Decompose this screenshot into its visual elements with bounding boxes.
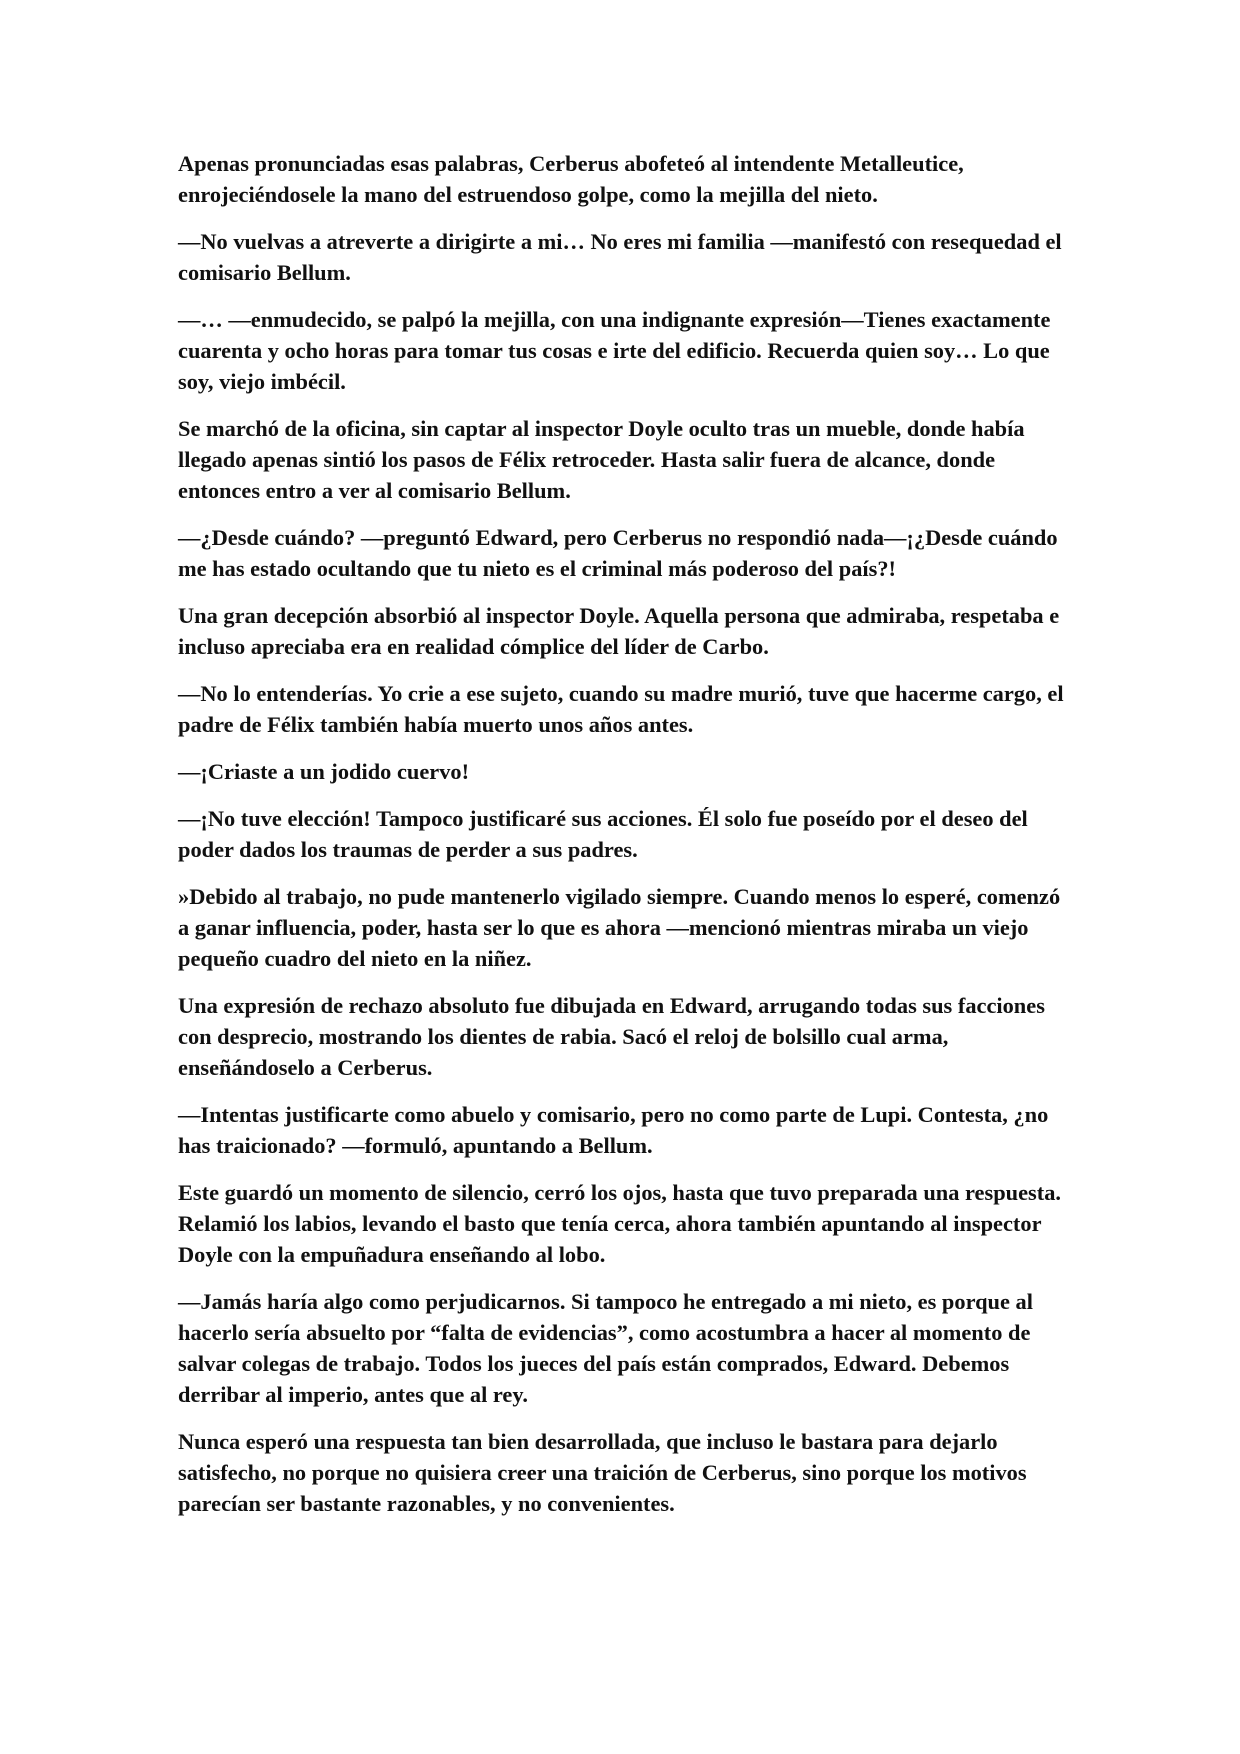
paragraph: Una expresión de rechazo absoluto fue dibujada en Edward, arrugando todas sus facciones con desprecio, mostrando los dientes de rabia. Sacó el reloj de bolsillo cual arma, enseñándoselo a Cerberus. — [178, 993, 1045, 1080]
paragraph: —Intentas justificarte como abuelo y comisario, pero no como parte de Lupi. Contesta, ¿no has traicionado? —formuló, apuntando a Bellum. — [178, 1102, 1049, 1158]
paragraph: —No lo entenderías. Yo crie a ese sujeto, cuando su madre murió, tuve que hacerme cargo, el padre de Félix también había muerto unos años antes. — [178, 681, 1064, 737]
paragraph: —¡No tuve elección! Tampoco justificaré sus acciones. Él solo fue poseído por el deseo del poder dados los traumas de perder a sus padres. — [178, 806, 1028, 862]
paragraph: Apenas pronunciadas esas palabras, Cerberus abofeteó al intendente Metalleutice, enrojeciéndosele la mano del estruendoso golpe, como la mejilla del nieto. — [178, 151, 964, 207]
paragraph: —… —enmudecido, se palpó la mejilla, con una indignante expresión—Tienes exactamente cuarenta y ocho horas para tomar tus cosas e irte del edificio. Recuerda quien soy… Lo que soy, viejo imbécil. — [178, 307, 1051, 394]
paragraph: »Debido al trabajo, no pude mantenerlo vigilado siempre. Cuando menos lo esperé, comenzó a ganar influencia, poder, hasta ser lo que es ahora —mencionó mientras miraba un viejo pequeño cuadro del nieto en la niñez. — [178, 884, 1061, 971]
paragraph: Una gran decepción absorbió al inspector Doyle. Aquella persona que admiraba, respetaba e incluso apreciaba era en realidad cómplice del líder de Carbo. — [178, 603, 1060, 659]
paragraph: Nunca esperó una respuesta tan bien desarrollada, que incluso le bastara para dejarlo satisfecho, no porque no quisiera creer una traición de Cerberus, sino porque los motivos parecían ser bastante razonables, y no convenientes. — [178, 1429, 1027, 1516]
paragraph: —No vuelvas a atreverte a dirigirte a mi… No eres mi familia —manifestó con resequedad el comisario Bellum. — [178, 229, 1062, 285]
paragraph: Se marchó de la oficina, sin captar al inspector Doyle oculto tras un mueble, donde había llegado apenas sintió los pasos de Félix retroceder. Hasta salir fuera de alcance, donde entonces entro a ver al comisario Bellum. — [178, 416, 1025, 503]
document-page — [178, 148, 1068, 1535]
paragraph: Este guardó un momento de silencio, cerró los ojos, hasta que tuvo preparada una respuesta. Relamió los labios, levando el basto que tenía cerca, ahora también apuntando al inspector Doyle con la empuñadura enseñando al lobo. — [178, 1180, 1062, 1267]
paragraph: —Jamás haría algo como perjudicarnos. Si tampoco he entregado a mi nieto, es porque al hacerlo sería absuelto por “falta de evidencias”, como acostumbra a hacer al momento de salvar colegas de trabajo. Todos los jueces del país están comprados, Edward. Debemos derribar al imperio, antes que al rey. — [178, 1289, 1033, 1407]
paragraph: —¡Criaste a un jodido cuervo! — [178, 759, 470, 784]
paragraph: —¿Desde cuándo? —preguntó Edward, pero Cerberus no respondió nada—¡¿Desde cuándo me has estado ocultando que tu nieto es el criminal más poderoso del país?! — [178, 525, 1058, 581]
